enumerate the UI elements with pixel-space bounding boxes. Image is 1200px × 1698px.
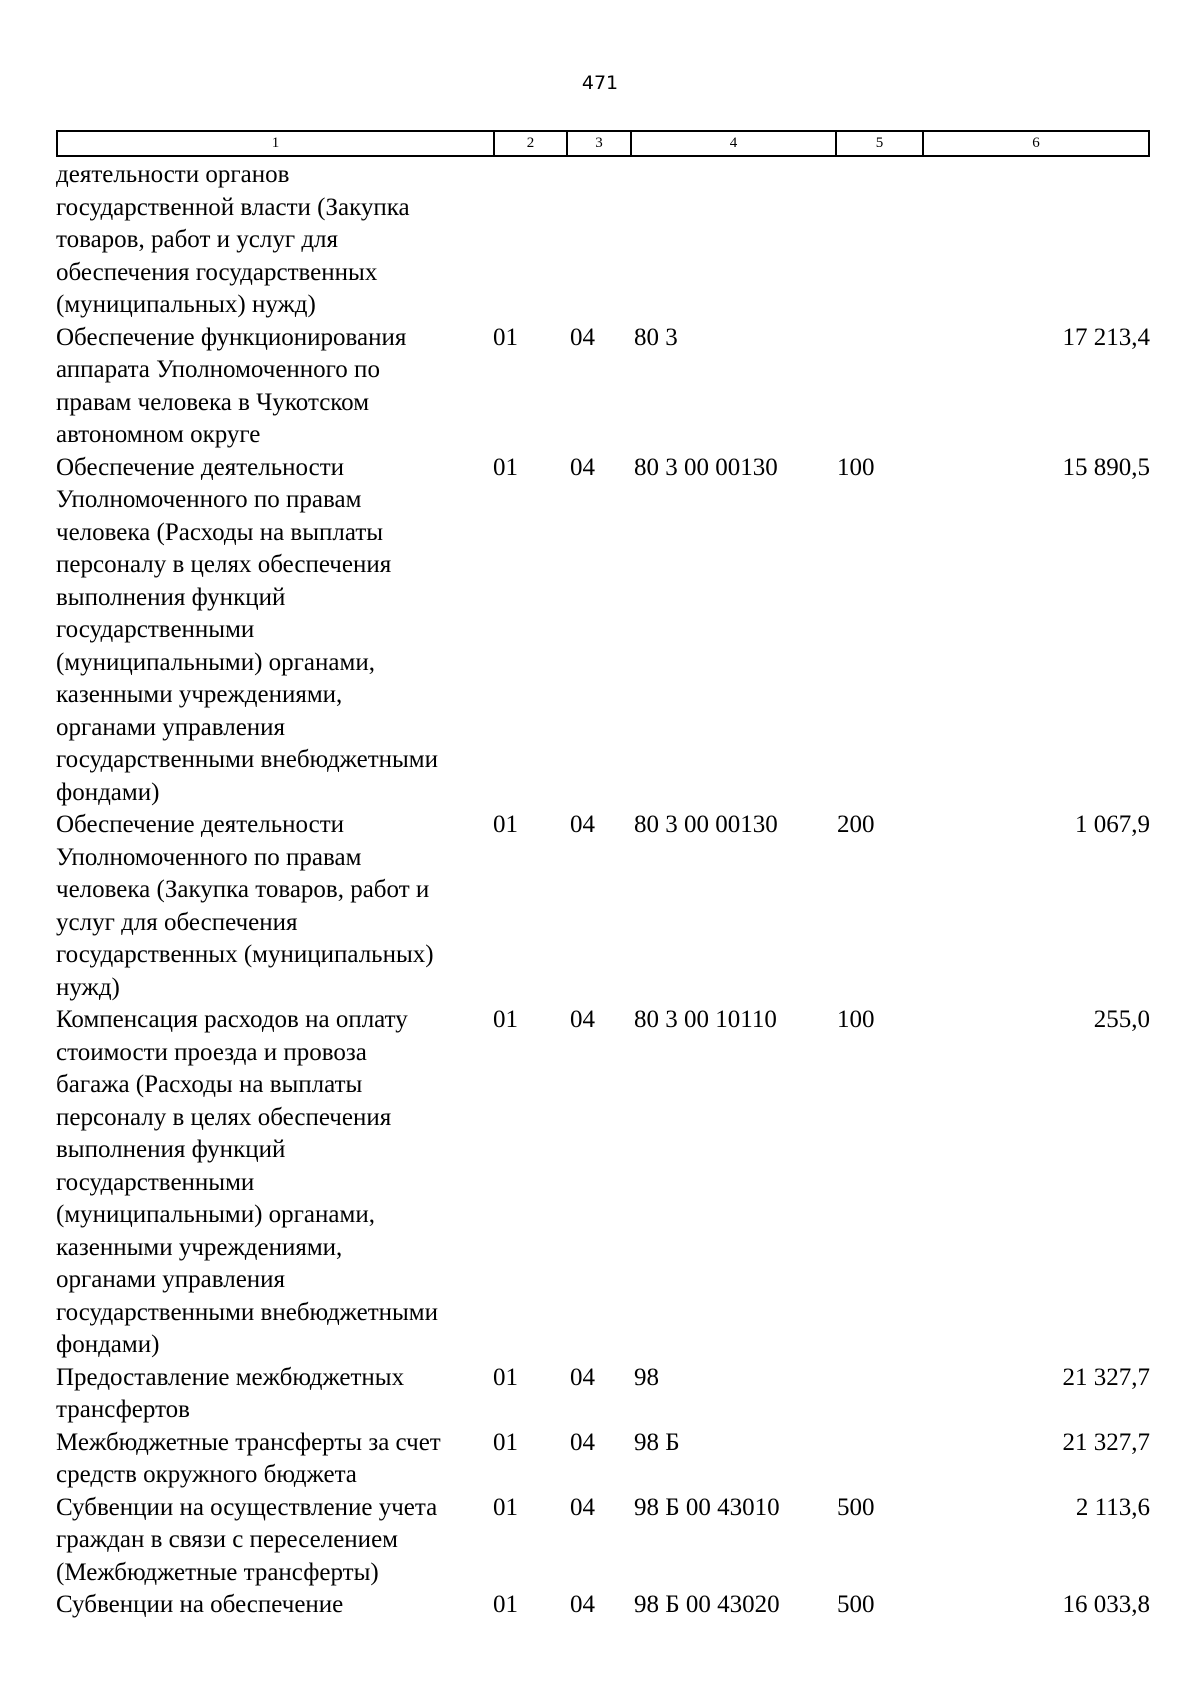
target-article-code: 80 3 00 10110 xyxy=(634,1006,777,1033)
subsection-code: 04 xyxy=(570,1493,595,1521)
table-row xyxy=(56,452,1150,810)
expense-type-code: 500 xyxy=(837,1493,875,1521)
section-code: 01 xyxy=(493,1363,518,1391)
column-header-6: 6 xyxy=(1032,135,1040,151)
target-article-code: 80 3 00 00130 xyxy=(634,811,778,838)
table-row xyxy=(56,159,1150,322)
table-row xyxy=(56,1589,1150,1622)
amount: 21 327,7 xyxy=(1062,1363,1150,1391)
subsection-code: 04 xyxy=(570,453,595,481)
table-row xyxy=(56,1004,1150,1362)
amount: 17 213,4 xyxy=(1062,323,1150,351)
column-header-1: 1 xyxy=(58,132,495,155)
table-row xyxy=(56,809,1150,1004)
row-description: Субвенции на обеспечение xyxy=(56,1591,344,1618)
row-description: Субвенции на осуществление учета граждан в связи с переселением (Межбюджетные трансферты) xyxy=(56,1493,438,1586)
amount: 21 327,7 xyxy=(1062,1428,1150,1456)
subsection-code: 04 xyxy=(570,1006,595,1033)
table-row xyxy=(56,1427,1150,1492)
amount: 16 033,8 xyxy=(1062,1591,1150,1618)
row-description: Обеспечение деятельности Уполномоченного по правам человека (Расходы на выплаты персоналу в целях обеспечения выполнения функций государственными (муниципальными) органами, казенными учреждениями, органами управления государственными внебюджетными фондами) xyxy=(56,453,439,806)
expense-type-code: 500 xyxy=(837,1591,875,1618)
target-article-code: 98 Б 00 43020 xyxy=(634,1591,780,1618)
row-description: Обеспечение деятельности Уполномоченного по правам человека (Закупка товаров, работ и услуг для обеспечения государственных (муниципальных) нужд) xyxy=(56,811,434,1001)
subsection-code: 04 xyxy=(570,811,595,838)
amount: 255,0 xyxy=(1093,1006,1150,1033)
expense-type-code: 100 xyxy=(837,1006,875,1033)
subsection-code: 04 xyxy=(570,1363,595,1391)
section-code: 01 xyxy=(493,453,518,481)
amount: 1 067,9 xyxy=(1075,811,1150,838)
target-article-code: 98 xyxy=(634,1363,659,1391)
row-description: деятельности органов государственной власти (Закупка товаров, работ и услуг для обеспечения государственных (муниципальных) нужд) xyxy=(56,161,410,318)
section-code: 01 xyxy=(493,1591,518,1618)
table-row xyxy=(56,1362,1150,1427)
section-code: 01 xyxy=(493,1493,518,1521)
section-code: 01 xyxy=(493,323,518,351)
row-description: Компенсация расходов на оплату стоимости проезда и провоза багажа (Расходы на выплаты персоналу в целях обеспечения выполнения функций государственными (муниципальными) органами, казенными учреждениями, органами управления государственными внебюджетными фондами) xyxy=(56,1006,439,1358)
page-number: 471 xyxy=(581,72,619,94)
expense-type-code: 100 xyxy=(837,453,875,481)
target-article-code: 98 Б xyxy=(634,1428,680,1456)
table-row xyxy=(56,1492,1150,1590)
column-header-2: 2 xyxy=(495,132,568,155)
section-code: 01 xyxy=(493,811,518,838)
table-header xyxy=(56,130,1150,157)
column-header-3: 3 xyxy=(568,132,632,155)
expense-type-code: 200 xyxy=(837,811,875,838)
table-body xyxy=(56,159,1150,1622)
target-article-code: 80 3 00 00130 xyxy=(634,453,778,481)
column-header-5: 5 xyxy=(837,132,924,155)
row-description: Межбюджетные трансферты за счет средств окружного бюджета xyxy=(56,1428,441,1488)
subsection-code: 04 xyxy=(570,1591,595,1618)
amount: 2 113,6 xyxy=(1075,1493,1150,1521)
target-article-code: 80 3 xyxy=(634,323,678,351)
section-code: 01 xyxy=(493,1428,518,1456)
subsection-code: 04 xyxy=(570,1428,595,1456)
amount: 15 890,5 xyxy=(1062,453,1150,481)
column-header-4: 4 xyxy=(632,132,837,155)
row-description: Обеспечение функционирования аппарата Уполномоченного по правам человека в Чукотском автономном округе xyxy=(56,323,407,448)
target-article-code: 98 Б 00 43010 xyxy=(634,1493,780,1521)
row-description: Предоставление межбюджетных трансфертов xyxy=(56,1363,405,1423)
subsection-code: 04 xyxy=(570,323,595,351)
table-row xyxy=(56,322,1150,452)
section-code: 01 xyxy=(493,1006,518,1033)
